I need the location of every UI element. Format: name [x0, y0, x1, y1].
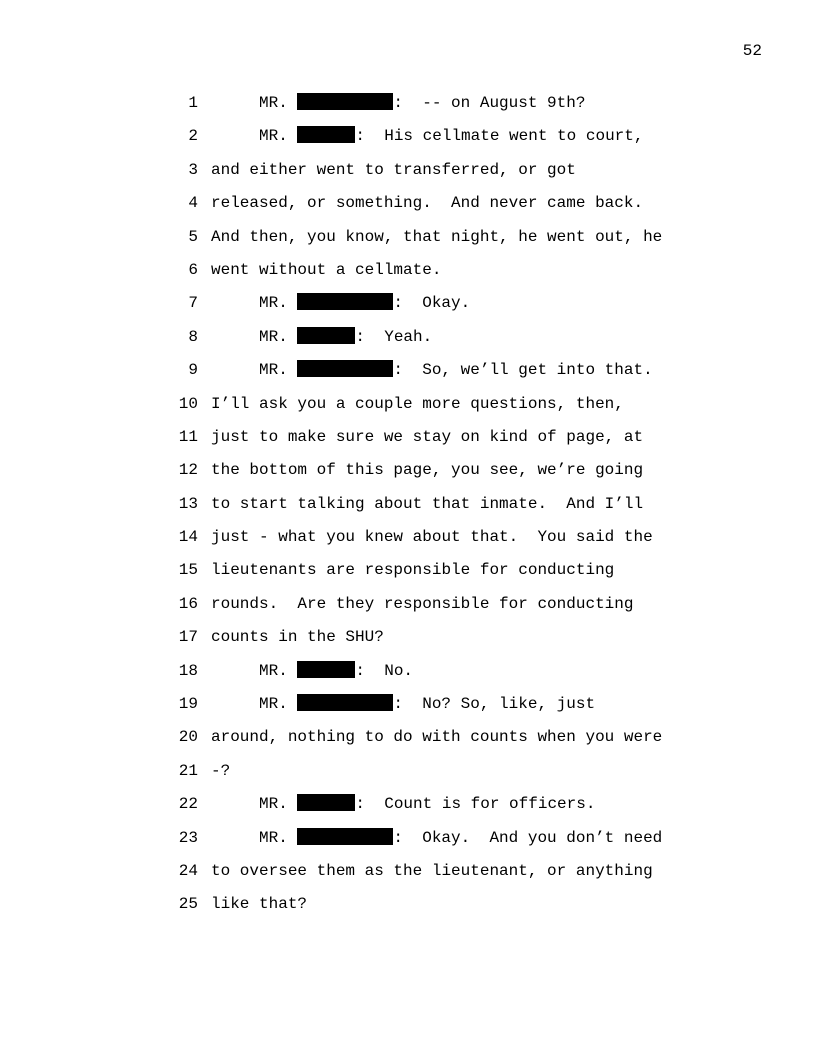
transcript-line [176, 660, 776, 693]
redaction-bar [297, 360, 393, 377]
speech-text: and either went to transferred, or got [211, 160, 576, 179]
transcript-line [176, 226, 776, 259]
line-text [211, 493, 643, 515]
transcript-line [176, 526, 776, 559]
transcript-line [176, 726, 776, 759]
speech-text: I’ll ask you a couple more questions, then, [211, 394, 624, 413]
speaker-label: MR. [259, 828, 288, 847]
line-text [211, 359, 653, 381]
transcript-lines [176, 92, 776, 927]
transcript-line [176, 326, 776, 359]
line-number: 14 [178, 528, 198, 547]
speaker-label: MR. [259, 294, 288, 313]
line-number: 20 [178, 728, 198, 747]
line-text [211, 660, 413, 682]
speaker-label: MR. [259, 661, 288, 680]
line-number: 21 [178, 761, 198, 780]
line-number: 16 [178, 594, 198, 613]
line-text [211, 559, 614, 581]
redaction-bar [297, 126, 355, 143]
transcript-line [176, 760, 776, 793]
speech-text: just to make sure we stay on kind of page, at [211, 427, 644, 446]
speech-text: like that? [211, 895, 308, 914]
redaction-bar [297, 694, 393, 711]
line-text [211, 459, 643, 481]
transcript-line [176, 393, 776, 426]
line-number: 25 [178, 895, 198, 914]
speech-text: : Okay. And you don’t need [393, 828, 663, 847]
transcript-line [176, 292, 776, 325]
speech-text: the bottom of this page, you see, we’re going [211, 461, 644, 480]
redaction-bar [297, 327, 355, 344]
speech-text: : So, we’ll get into that. [393, 361, 653, 380]
speech-text: And then, you know, that night, he went out, he [211, 227, 663, 246]
transcript-line [176, 693, 776, 726]
line-number: 19 [178, 695, 198, 714]
speech-text: : -- on August 9th? [393, 94, 586, 112]
speech-text: went without a cellmate. [211, 260, 442, 279]
line-number: 8 [188, 327, 198, 346]
line-number: 18 [178, 661, 198, 680]
line-text [211, 893, 307, 915]
transcript-line [176, 793, 776, 826]
speech-text: rounds. Are they responsible for conducting [211, 594, 634, 613]
line-text [211, 259, 441, 281]
speech-text: just - what you knew about that. You said the [211, 528, 653, 547]
line-number: 3 [188, 160, 198, 179]
transcript-line [176, 459, 776, 492]
line-number: 23 [178, 828, 198, 847]
speech-text: released, or something. And never came back. [211, 194, 644, 213]
transcript-line [176, 159, 776, 192]
line-number: 1 [188, 94, 198, 112]
transcript-line [176, 893, 776, 926]
speech-text: : Count is for officers. [355, 795, 596, 814]
line-number: 24 [178, 861, 198, 880]
speech-text: : Yeah. [355, 327, 433, 346]
line-text [211, 793, 595, 815]
transcript-line [176, 827, 776, 860]
line-text [211, 626, 384, 648]
speech-text: to oversee them as the lieutenant, or anything [211, 861, 653, 880]
transcript-line [176, 493, 776, 526]
line-number: 11 [178, 427, 198, 446]
speaker-label: MR. [259, 327, 288, 346]
line-text [211, 92, 585, 114]
transcript-line [176, 125, 776, 158]
transcript-line [176, 92, 776, 125]
line-text [211, 760, 230, 782]
speech-text: : His cellmate went to court, [355, 127, 644, 146]
speaker-label: MR. [259, 361, 288, 380]
line-number: 12 [178, 461, 198, 480]
line-number: 17 [178, 628, 198, 647]
redaction-bar [297, 93, 393, 110]
line-number: 9 [188, 361, 198, 380]
transcript-line [176, 559, 776, 592]
speech-text: : No? So, like, just [393, 695, 596, 714]
line-text [211, 726, 662, 748]
line-text [211, 393, 624, 415]
transcript-line [176, 593, 776, 626]
speech-text: -? [211, 761, 231, 780]
line-text [211, 292, 470, 314]
line-text [211, 125, 643, 147]
speech-text: lieutenants are responsible for conducting [211, 561, 615, 580]
redaction-bar [297, 794, 355, 811]
line-text [211, 192, 643, 214]
transcript-line [176, 192, 776, 225]
speaker-label: MR. [259, 94, 288, 112]
transcript-line [176, 259, 776, 292]
line-text [211, 159, 576, 181]
line-number: 15 [178, 561, 198, 580]
line-number: 13 [178, 494, 198, 513]
speaker-label: MR. [259, 127, 288, 146]
line-text [211, 226, 662, 248]
line-text [211, 326, 432, 348]
redaction-bar [297, 661, 355, 678]
line-number: 6 [188, 260, 198, 279]
speaker-label: MR. [259, 695, 288, 714]
redaction-bar [297, 293, 393, 310]
speaker-label: MR. [259, 795, 288, 814]
line-text [211, 593, 633, 615]
transcript-line [176, 860, 776, 893]
line-number: 2 [188, 127, 198, 146]
line-number: 5 [188, 227, 198, 246]
transcript-line [176, 426, 776, 459]
line-number: 7 [188, 294, 198, 313]
line-number: 4 [188, 194, 198, 213]
line-text [211, 693, 595, 715]
transcript-line [176, 626, 776, 659]
line-text [211, 426, 643, 448]
speech-text: : Okay. [393, 294, 471, 313]
line-text [211, 827, 662, 849]
line-number: 10 [178, 394, 198, 413]
speech-text: around, nothing to do with counts when you were [211, 728, 663, 747]
speech-text: counts in the SHU? [211, 628, 384, 647]
line-number: 22 [178, 795, 198, 814]
line-text [211, 526, 653, 548]
page-number: 52 [742, 42, 762, 60]
redaction-bar [297, 828, 393, 845]
transcript-line [176, 359, 776, 392]
line-text [211, 860, 653, 882]
speech-text: to start talking about that inmate. And I’ll [211, 494, 644, 513]
speech-text: : No. [355, 661, 414, 680]
